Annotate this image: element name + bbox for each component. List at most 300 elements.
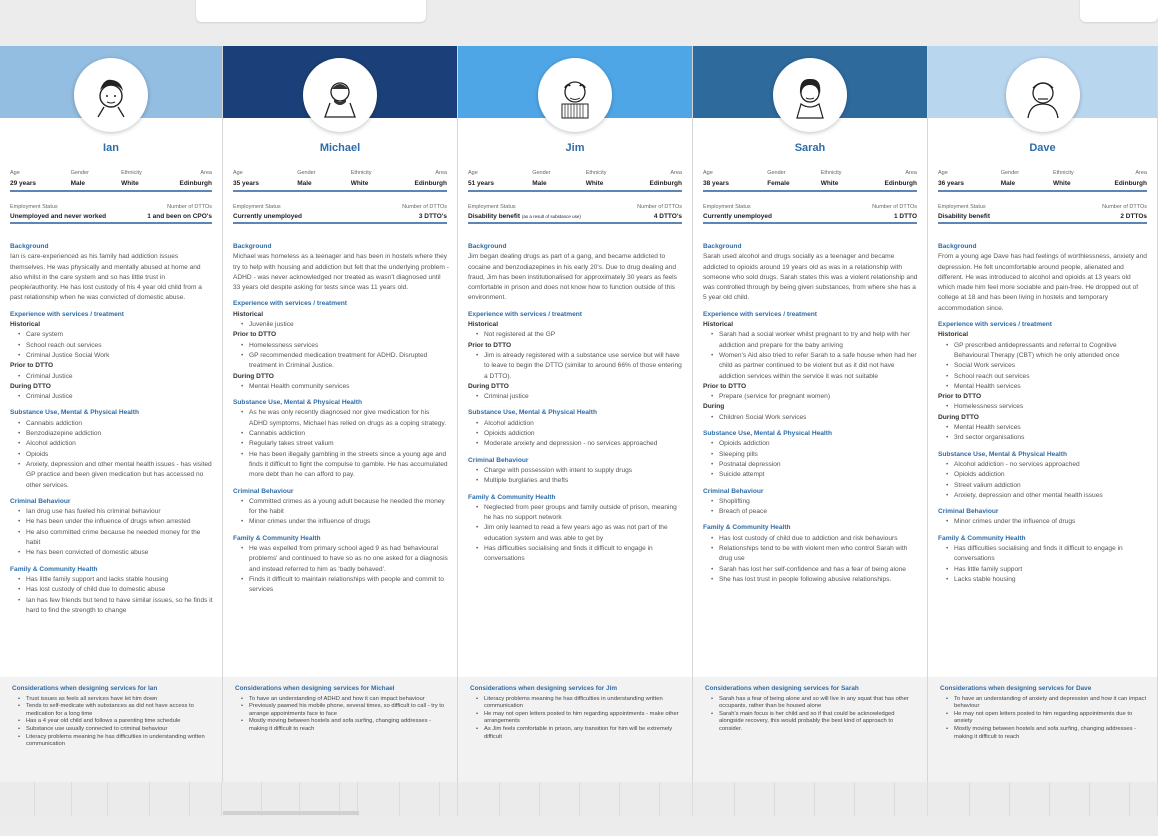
ethnicity-label: Ethnicity [820,170,842,176]
historical-subheading: Historical [938,331,969,339]
ethnicity-label: Ethnicity [585,170,607,176]
area-value: Edinburgh [649,180,682,187]
employment-row [233,204,447,224]
list-item: • Mostly moving between hostels and sofa surfing, changing addresses - making it difficult to reach [241,718,447,733]
list-item: • Opioids addiction [711,439,919,449]
prior-list [241,341,449,372]
gender-value: Male [70,180,86,187]
list-item: • Has lost custody of child due to addiction and risk behaviours [711,534,919,544]
gender-label: Gender [70,170,89,176]
crime-heading: Criminal Behaviour [468,456,529,464]
list-item: • Sarah had a social worker whilst pregnant to try and help with her addiction and prepare for the baby arriving [711,330,919,351]
crime-list [711,497,919,518]
canvas-tile [1130,782,1158,816]
age-label: Age [468,170,478,176]
health-heading: Substance Use, Mental & Physical Health [468,409,597,417]
list-item: • As Jim feels comfortable in prison, any transition for him will be extremely difficult [476,726,682,741]
prior-list [946,402,1149,412]
considerations-panel [928,677,1157,782]
canvas-tile [970,782,1010,816]
services-heading: Experience with services / treatment [468,310,582,318]
health-list [241,408,449,480]
gender-value: Male [532,180,547,187]
canvas-tile [620,782,660,816]
crime-heading: Criminal Behaviour [938,508,999,516]
employment-row [10,204,212,224]
age-cell [938,170,964,187]
demographics [10,170,212,192]
list-item: • Minor crimes under the influence of drugs [946,517,1149,527]
employment-label: Employment Status [938,204,986,210]
background-heading: Background [468,243,507,250]
list-item: • Lacks stable housing [946,575,1149,585]
list-item: • Criminal Justice [18,372,214,382]
crime-list [946,517,1149,527]
employment-text: Unemployed and never worked [10,213,107,220]
historical-list [18,330,214,361]
considerations-heading: Considerations when designing services for Sarah [705,685,859,692]
list-item: • Suicide attempt [711,470,919,480]
list-item: • Jim is already registered with a substance use service but will have to leave to begin the DTTO (similar to around 66% of those entering a DTTO). [476,351,684,382]
age-label: Age [703,170,713,176]
persona-details [468,242,684,565]
considerations-list [241,696,447,734]
age-label: Age [938,170,948,176]
list-item: • School reach out services [946,372,1149,382]
family-list [711,534,919,585]
services-heading: Experience with services / treatment [10,310,124,318]
list-item: • He may not open letters posted to him regarding appointments - make other arrangements [476,711,682,726]
considerations-list [476,696,682,742]
health-heading: Substance Use, Mental & Physical Health [233,399,362,407]
ethnicity-value: White [121,180,139,187]
avatar [538,58,612,132]
list-item: • As he was only recently diagnosed nor give medication for his ADHD symptoms, Michael has relied on drugs as a coping strategy. [241,408,449,429]
list-item: • Trust issues as feels all services have let him down [18,696,212,704]
services-heading: Experience with services / treatment [233,300,347,308]
health-heading: Substance Use, Mental & Physical Health [703,430,832,438]
canvas-tile [190,782,222,816]
list-item: • Literacy problems meaning he has difficulties in understanding written communication [476,696,682,711]
services-heading: Experience with services / treatment [703,310,817,318]
family-heading: Family & Community Health [468,493,556,501]
historical-list [241,320,449,330]
prior-subheading: Prior to DTTO [468,341,512,349]
considerations-panel [0,677,222,782]
during-list [476,392,684,402]
historical-subheading: Historical [10,321,41,329]
list-item: • Tends to self-medicate with substances as did not have access to medication for a long time [18,703,212,718]
canvas-tile [1010,782,1050,816]
gender-cell [1001,170,1019,187]
list-item: • He also committed crime because he needed money for the habit [18,528,214,549]
age-value: 35 years [233,180,260,187]
area-cell [650,170,683,187]
list-item: • She has lost trust in people following abusive relationships. [711,575,919,585]
area-cell [415,170,448,187]
background-heading: Background [10,243,49,250]
canvas-tile [815,782,855,816]
area-value: Edinburgh [414,180,447,187]
list-item: • Minor crimes under the influence of drugs [241,517,449,527]
list-item: • GP recommended medication treatment for ADHD. Disrupted treatment in Criminal Justice. [241,351,449,372]
employment-label: Employment Status [703,204,751,210]
considerations-panel [693,677,927,782]
gender-label: Gender [532,170,551,176]
list-item: • Relationships tend to be with violent men who control Sarah with drug use [711,544,919,565]
avatar [1006,58,1080,132]
employment-value [233,213,302,220]
employment-value [703,213,772,220]
historical-subheading: Historical [703,321,734,329]
list-item: • Children Social Work services [711,413,919,423]
health-heading: Substance Use, Mental & Physical Health [938,450,1067,458]
employment-label: Employment Status [10,204,58,210]
historical-subheading: Historical [233,310,264,318]
list-item: • Has difficulties socialising and finds it difficult to engage in conversations [476,544,684,565]
canvas-tile [895,782,928,816]
area-label: Area [1135,170,1147,176]
background-text: Ian is care-experienced as his family had addiction issues themselves. He was physically and mentally abused at home and also whilst in the care system and so has little trust in people/authority. He has lost custody of his 4 year old child from a past relationship when he was convicted of domestic abuse. [10,253,202,302]
list-item: • He was expelled from primary school aged 9 as had 'behavioural problems' and continued to have so as no one asked for a diagnosis and instead referred to him as 'badly behaved'. [241,544,449,575]
age-value: 38 years [703,180,730,187]
list-item: • Jim only learned to read a few years ago as was not part of the education system and was able to get by [476,523,684,544]
employment-row [703,204,917,224]
canvas-tile [440,782,458,816]
avatar [773,58,847,132]
persona-card-dave [928,46,1158,782]
gender-label: Gender [767,170,786,176]
employment-row [468,204,682,224]
person-illustration-icon [550,70,600,120]
prior-subheading: Prior to DTTO [938,393,982,401]
canvas-tile [580,782,620,816]
ethnicity-cell [821,170,842,187]
list-item: • Has a 4 year old child and follows a parenting time schedule [18,718,212,726]
list-item: • Has little family support [946,565,1149,575]
employment-text: Disability benefit [468,213,521,220]
canvas-tile [540,782,580,816]
age-value: 29 years [10,180,37,187]
canvas-tile [458,782,500,816]
considerations-list [946,696,1147,742]
employment-value [938,213,990,220]
persona-name: Dave [1029,142,1056,154]
background-heading: Background [703,243,742,250]
crime-heading: Criminal Behaviour [703,487,764,495]
list-item: • Anxiety, depression and other mental health issues - has visited GP practice and been given medication but has accessed no other services. [18,460,214,491]
area-label: Area [905,170,917,176]
list-item: • Criminal justice [476,392,684,402]
considerations-panel [458,677,692,782]
list-item: • Alcohol addiction [18,439,214,449]
list-item: • Ian has few friends but tend to have similar issues, so he finds it hard to find the strength to change [18,596,214,617]
canvas-tile [400,782,440,816]
gender-cell [297,170,315,187]
gender-cell [532,170,550,187]
canvas-tile [500,782,540,816]
considerations-panel [223,677,457,782]
list-item: • GP prescribed antidepressants and referral to Cognitive Behavioural Therapy (CBT) which he only attended once [946,341,1149,362]
list-item: • Alcohol addiction [476,419,684,429]
list-item: • Opioids [18,450,214,460]
family-list [18,575,214,616]
list-item: • Sarah has a fear of being alone and so will live in any squat that has other occupants, rather than be housed alone [711,696,917,711]
list-item: • He has been illegally gambling in the streets since a young age and finds it difficult to fight the compulse to gamble. He has accumulated more debt than he can afford to pay. [241,450,449,481]
during-list [241,382,449,392]
list-item: • He may not open letters posted to him regarding appointments due to anxiety [946,711,1147,726]
considerations-heading: Considerations when designing services for Michael [235,685,395,692]
ethnicity-cell [586,170,607,187]
list-item: • Criminal Justice Social Work [18,351,214,361]
demographics [468,170,682,192]
persona-name: Ian [103,142,119,154]
considerations-list [711,696,917,734]
list-item: • Opioids addiction [946,470,1149,480]
age-label: Age [10,170,20,176]
persona-name: Sarah [794,142,826,154]
employment-text: Disability benefit [938,213,991,220]
considerations-heading: Considerations when designing services for Dave [940,685,1092,692]
ethnicity-value: White [820,180,839,187]
area-label: Area [435,170,447,176]
gender-cell [767,170,789,187]
persona-board [0,46,1158,782]
considerations-heading: Considerations when designing services for Jim [470,685,618,692]
persona-name: Jim [565,142,585,154]
list-item: • Moderate anxiety and depression - no services approached [476,439,684,449]
dttos-value: 1 DTTO [894,213,917,220]
during-list [946,423,1149,444]
person-illustration-icon [315,70,365,120]
age-value: 51 years [468,180,495,187]
age-value: 36 years [938,180,965,187]
list-item: • Mental Health services [946,382,1149,392]
canvas-tile [735,782,775,816]
list-item: • Street valium addiction [946,481,1149,491]
health-list [476,419,684,450]
during-subheading: During DTTO [233,372,274,380]
scroll-indicator[interactable] [223,811,359,815]
list-item: • Homelessness services [946,402,1149,412]
list-item: • Sarah has lost her self-confidence and has a fear of being alone [711,565,919,575]
list-item: • Homelessness services [241,341,449,351]
area-label: Area [670,170,682,176]
background-text: Sarah used alcohol and drugs socially as a teenager and became addicted to opioids around 19 years old as was in a relationship with someone who sold drugs. Sarah states this was a violent relationship and was controlled through by being given substances, from where she has a 5 year old child. [703,253,918,302]
ethnicity-cell [351,170,372,187]
employment-text: Currently unemployed [233,213,302,220]
list-item: • Alcohol addiction - no services approached [946,460,1149,470]
age-cell [10,170,36,187]
list-item: • Sarah's main focus is her child and so if that could be acknowledged alongside recovery, this would probably the best kind of approach to consider. [711,711,917,734]
prior-list [711,392,919,402]
considerations-list [18,696,212,749]
prior-list [476,351,684,382]
background-text: From a young age Dave has had feelings of worthlessness, anxiety and depression. He felt uncomfortable around people, alienated and different. He was introduced to alcohol and opioids at 13 years old which made him feel more sociable and pain-free. He dropped out of college at 18 and has been living in hostels and temporary accommodation since. [938,253,1147,312]
persona-card-ian [0,46,223,782]
list-item: • Opioids addiction [476,429,684,439]
background-text: Michael was homeless as a teenager and has been in hostels where they try to help with housing and addiction but felt that the underlying problem - ADHD - was never acknowledged nor treated as wasn't diagnosed until 33 years old despite asking for tests since was 11 years old. [233,253,449,292]
gender-cell [71,170,89,187]
background-heading: Background [233,243,272,250]
person-illustration-icon [86,70,136,120]
list-item: • 3rd sector organisations [946,433,1149,443]
list-item: • Mostly moving between hostels and sofa surfing, changing addresses - making it difficult to reach [946,726,1147,741]
list-item: • Criminal Justice [18,392,214,402]
gender-value: Male [297,180,312,187]
demographics [938,170,1147,192]
family-list [946,544,1149,585]
historical-list [476,330,684,340]
list-item: • Care system [18,330,214,340]
family-heading: Family & Community Health [703,524,791,532]
top-panel-right[interactable] [1080,0,1158,22]
gender-value: Male [1000,180,1016,187]
dttos-label: Number of DTTOs [402,204,447,210]
during-list [18,392,214,402]
historical-list [711,330,919,381]
canvas-tile [693,782,735,816]
crime-heading: Criminal Behaviour [10,497,71,505]
ethnicity-label: Ethnicity [350,170,372,176]
gender-label: Gender [1000,170,1020,176]
health-heading: Substance Use, Mental & Physical Health [10,409,139,417]
list-item: • Substance use usually connected to criminal behaviour [18,726,212,734]
persona-details [938,242,1149,585]
persona-name: Michael [319,142,361,154]
area-value: Edinburgh [884,180,917,187]
crime-heading: Criminal Behaviour [233,487,294,495]
canvas-tile [35,782,72,816]
list-item: • Juvenile justice [241,320,449,330]
canvas-tile [108,782,150,816]
family-heading: Family & Community Health [938,534,1026,542]
list-item: • Breach of peace [711,507,919,517]
age-cell [468,170,494,187]
health-list [711,439,919,480]
list-item: • Mental Health community services [241,382,449,392]
canvas-tile [0,782,35,816]
ethnicity-label: Ethnicity [121,170,142,176]
health-list [946,460,1149,501]
during-subheading: During DTTO [10,382,51,390]
bottom-canvas-area [0,782,1158,836]
list-item: • To have an understanding of ADHD and how it can impact behaviour [241,696,447,704]
persona-card-michael [223,46,458,782]
employment-label: Employment Status [233,204,281,210]
persona-details [703,242,919,585]
family-list [241,544,449,595]
ethnicity-cell [1053,170,1074,187]
list-item: • To have an understanding of anxiety and depression and how it can impact behaviour [946,696,1147,711]
gender-value: Female [767,180,790,187]
canvas-tile [150,782,190,816]
list-item: • Cannabis addiction [241,429,449,439]
ethnicity-label: Ethnicity [1052,170,1074,176]
list-item: • Has lost custody of child due to domestic abuse [18,585,214,595]
list-item: • Postnatal depression [711,460,919,470]
ethnicity-cell [121,170,142,187]
demographics [233,170,447,192]
avatar [74,58,148,132]
list-item: • Prepare (service for pregnant women) [711,392,919,402]
prior-subheading: Prior to DTTO [233,331,277,339]
canvas-tile [928,782,970,816]
list-item: • Committed crimes as a young adult because he needed the money for the habit [241,497,449,518]
list-item: • Literacy problems meaning he has difficulties in understanding written communication [18,734,212,749]
list-item: • Cannabis addiction [18,419,214,429]
area-cell [1115,170,1148,187]
persona-card-sarah [693,46,928,782]
list-item: • Multiple burglaries and thefts [476,476,684,486]
canvas-tile [72,782,108,816]
canvas-tile [775,782,815,816]
considerations-heading: Considerations when designing services for Ian [12,685,158,692]
list-item: • Mental Health services [946,423,1149,433]
persona-card-jim [458,46,693,782]
employment-text: Currently unemployed [703,213,772,220]
services-heading: Experience with services / treatment [938,321,1052,329]
family-heading: Family & Community Health [10,565,98,573]
employment-label: Employment Status [468,204,516,210]
crime-list [18,507,214,558]
background-heading: Background [938,243,977,250]
list-item: • Ian drug use has fueled his criminal behaviour [18,507,214,517]
list-item: • Neglected from peer groups and family outside of prison, meaning he has no support network [476,503,684,524]
employment-value [10,213,106,220]
health-list [18,419,214,491]
ethnicity-value: White [1052,180,1071,187]
persona-details [233,242,449,596]
age-cell [233,170,259,187]
top-toolbar-area [0,0,1158,40]
prior-subheading: Prior to DTTO [703,382,747,390]
list-item: • Women's Aid also tried to refer Sarah to a safe house when had her child as partner continued to be violent but as it did not have addiction services within the service it was not suitable [711,351,919,382]
top-panel-left[interactable] [196,0,426,22]
historical-list [946,341,1149,392]
demographics [703,170,917,192]
dttos-label: Number of DTTOs [167,204,212,210]
list-item: • Anxiety, depression and other mental health issues [946,491,1149,501]
dttos-value: 2 DTTOs [1120,213,1147,220]
during-subheading: During [703,403,725,411]
list-item: • Not registered at the GP [476,330,684,340]
list-item: • He has been under the influence of drugs when arrested [18,517,214,527]
list-item: • School reach out services [18,341,214,351]
background-text: Jim began dealing drugs as part of a gang, and became addicted to cocaine and benzodiazepines in his early 20's. Due to drug dealing and fraud, Jim has been institutionalised for approximately 30 years as feels comfortable in prison and does not know how to function outside of this environment. [468,253,677,302]
persona-details [10,242,214,616]
ethnicity-value: White [585,180,604,187]
dttos-label: Number of DTTOs [637,204,682,210]
list-item: • Charge with possession with intent to supply drugs [476,466,684,476]
area-value: Edinburgh [179,180,212,187]
dttos-label: Number of DTTOs [1102,204,1147,210]
person-illustration-icon [785,70,835,120]
area-cell [180,170,213,187]
age-cell [703,170,729,187]
during-subheading: During DTTO [468,382,509,390]
dttos-label: Number of DTTOs [872,204,917,210]
dttos-value: 3 DTTO's [418,213,447,220]
canvas-tile [1090,782,1130,816]
crime-list [241,497,449,528]
prior-subheading: Prior to DTTO [10,362,54,370]
list-item: • He has been convicted of domestic abuse [18,548,214,558]
canvas-tile [660,782,693,816]
area-label: Area [200,170,212,176]
list-item: • Has little family support and lacks stable housing [18,575,214,585]
person-illustration-icon [1018,70,1068,120]
